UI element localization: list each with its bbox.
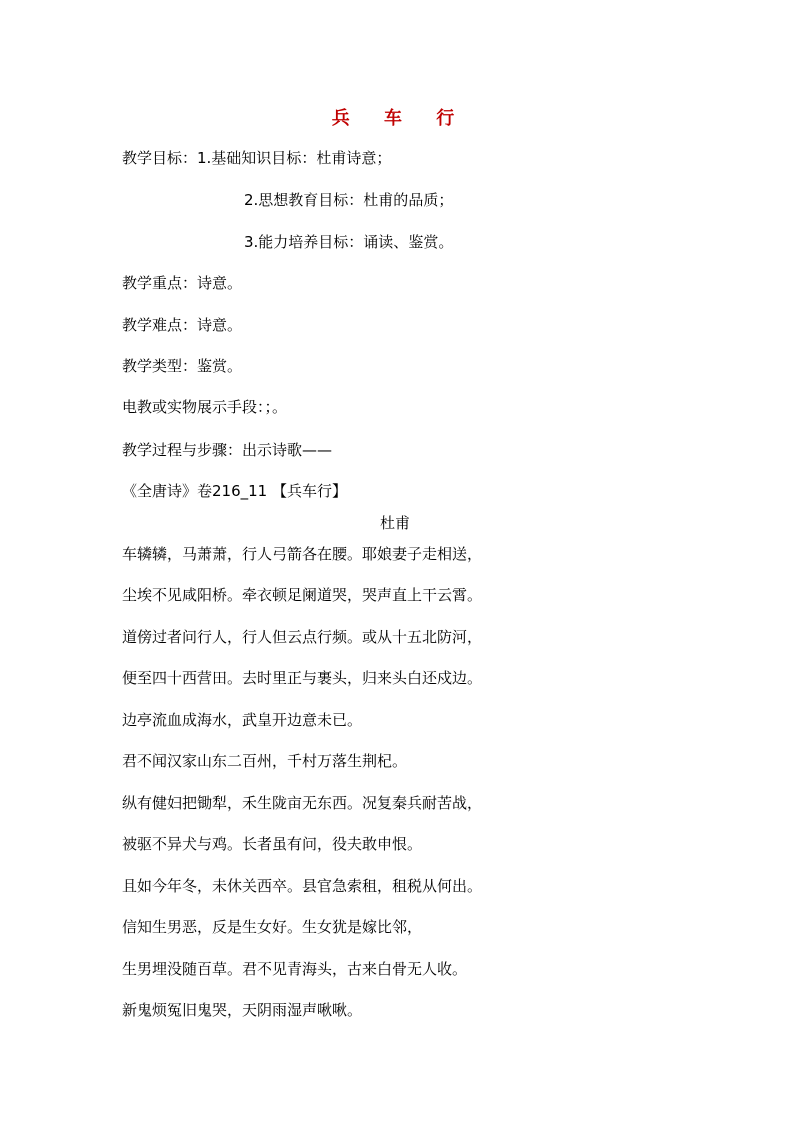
poem-line: 且如今年冬，未休关西卒。县官急索租，租税从何出。	[122, 877, 483, 895]
media-line: 电教或实物展示手段：；。	[122, 398, 288, 416]
difficulty-line: 教学难点：诗意。	[122, 316, 243, 334]
poem-line: 尘埃不见咸阳桥。牵衣顿足阑道哭，哭声直上干云霄。	[122, 586, 483, 604]
poem-line: 被驱不异犬与鸡。长者虽有问，役夫敢申恨。	[122, 835, 423, 853]
poem-line: 信知生男恶，反是生女好。生女犹是嫁比邻，	[122, 918, 423, 936]
poem-line: 生男埋没随百草。君不见青海头，古来白骨无人收。	[122, 960, 468, 978]
poem-line: 新鬼烦冤旧鬼哭，天阴雨湿声啾啾。	[122, 1001, 363, 1019]
poem-line: 道傍过者问行人，行人但云点行频。或从十五北防河，	[122, 628, 483, 646]
poem-line: 君不闻汉家山东二百州，千村万落生荆杞。	[122, 752, 408, 770]
type-line: 教学类型：鉴赏。	[122, 357, 243, 375]
objective-line-1: 教学目标：1.基础知识目标：杜甫诗意；	[122, 149, 392, 167]
page-title: 兵 车 行	[331, 108, 469, 129]
key-point-line: 教学重点：诗意。	[122, 274, 243, 292]
poem-line: 纵有健妇把锄犁，禾生陇亩无东西。况复秦兵耐苦战，	[122, 794, 483, 812]
poem-line: 车辚辚，马萧萧，行人弓箭各在腰。耶娘妻子走相送，	[122, 545, 483, 563]
objective-line-3: 3.能力培养目标：诵读、鉴赏。	[244, 233, 454, 251]
process-line: 教学过程与步骤：出示诗歌——	[122, 441, 333, 459]
poem-line: 边亭流血成海水，武皇开边意未已。	[122, 711, 363, 729]
objective-line-2: 2.思想教育目标：杜甫的品质；	[244, 191, 454, 209]
poem-author: 杜甫	[380, 514, 411, 532]
poem-line: 便至四十西营田。去时里正与裹头，归来头白还戍边。	[122, 669, 483, 687]
source-line: 《全唐诗》卷216_11 【兵车行】	[122, 482, 347, 500]
